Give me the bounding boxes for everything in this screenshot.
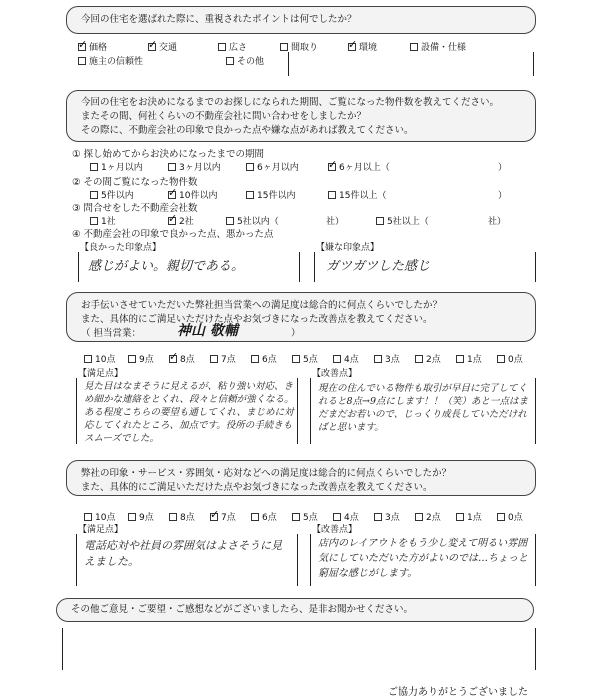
score-option[interactable]: 10点	[84, 352, 128, 365]
score-option[interactable]: 3点	[374, 352, 415, 365]
checkbox-icon[interactable]	[218, 43, 226, 51]
q3-improvement-answer: 現在の住んでいる物件も取引が早目に完了してくれると8点→9点にします！！（笑）あと一点はまだまだお若いので、じっくり成長していただければと思います。	[318, 383, 529, 433]
checkbox-icon[interactable]	[251, 355, 259, 363]
q1-other-bracket[interactable]	[288, 52, 534, 76]
q4-improvement-answer: 店内のレイアウトをもう少し変えて明るい雰囲気にしていただいた方がよいのでは…ちょっと窮屈な感じがします。	[318, 538, 528, 579]
score-option[interactable]: 6点	[251, 352, 292, 365]
q3-satisfaction-answer: 見た目はなまそうに見えるが、粘り強い対応、きめ細かな連絡をとくれ、段々と信頼が強くなる。ある程度こちらの要望も通してくれ、まじめに対応してくれたところ、加点です。役所の手続きもスムーズでした。	[84, 381, 294, 444]
q5-question: その他ご意見・ご要望・ご感想などがございましたら、是非お聞かせください。	[71, 604, 414, 615]
score-option[interactable]: 1点	[456, 352, 497, 365]
checkbox-icon[interactable]	[226, 217, 234, 225]
checkbox-icon[interactable]	[292, 355, 300, 363]
checkbox-icon[interactable]	[168, 191, 176, 199]
rep-label: （ 担当営業：	[81, 328, 142, 339]
good-impression-label: 【良かった印象点】	[80, 243, 162, 253]
good-impression-answer: 感じがよい。親切である。	[88, 259, 245, 274]
q1-question: 今回の住宅を選ばれた際に、重視されたポイントは何でしたか？	[81, 14, 357, 25]
q5-answer-box[interactable]	[62, 628, 536, 670]
q1-options-row2	[78, 54, 286, 67]
count-close-paren: ）	[498, 191, 508, 201]
score-option[interactable]: ✓ 7点	[210, 510, 251, 523]
checkbox-icon[interactable]	[328, 191, 336, 199]
period-close-paren: ）	[498, 163, 508, 173]
checkbox-icon[interactable]	[456, 355, 464, 363]
q1-option[interactable]: 間取り	[280, 40, 348, 53]
q3-intro-line: また、具体的にご満足いただけた点やお気づきになった改善点を教えてください。	[81, 314, 433, 325]
q2-sub1-title: ① 探し始めてからお決めになったまでの期間	[72, 149, 265, 160]
checkbox-icon[interactable]	[128, 513, 136, 521]
company-unit: 社）	[326, 217, 345, 227]
checkbox-icon[interactable]	[348, 43, 356, 51]
q1-option[interactable]: 施主の信頼性	[78, 54, 226, 67]
company-unit: 社）	[488, 217, 507, 227]
score-option[interactable]: 2点	[415, 352, 456, 365]
score-option[interactable]: 4点	[333, 510, 374, 523]
count-option[interactable]: ✓ 10件以内	[168, 188, 246, 201]
q5-question-banner	[56, 598, 534, 622]
count-option[interactable]: 5件以内	[90, 188, 168, 201]
score-option[interactable]: 0点	[497, 352, 538, 365]
q4-satisfaction-label: 【満足点】	[78, 525, 124, 535]
company-option[interactable]: ✓ 2社	[168, 214, 226, 227]
bad-impression-label: 【嫌な印象点】	[316, 243, 380, 253]
checkbox-icon[interactable]	[226, 57, 234, 65]
q2-sub2-title: ② その間ご覧になった物件数	[72, 177, 198, 188]
checkbox-icon[interactable]	[90, 191, 98, 199]
checkbox-icon[interactable]	[210, 513, 218, 521]
checkbox-icon[interactable]	[376, 217, 384, 225]
score-option[interactable]: 3点	[374, 510, 415, 523]
checkbox-icon[interactable]	[456, 513, 464, 521]
period-option[interactable]: 1ヶ月以内	[90, 160, 168, 173]
checkbox-icon[interactable]	[497, 355, 505, 363]
checkbox-icon[interactable]	[246, 191, 254, 199]
score-option[interactable]: 6点	[251, 510, 292, 523]
checkbox-icon[interactable]	[333, 355, 341, 363]
q4-intro-line: また、具体的にご満足いただけた点やお気づきになった改善点を教えてください。	[81, 482, 433, 493]
score-option[interactable]: 4点	[333, 352, 374, 365]
q4-score-row	[84, 510, 538, 523]
score-option[interactable]: 5点	[292, 510, 333, 523]
q1-question-banner	[66, 6, 536, 34]
q1-option[interactable]: 広さ	[218, 40, 280, 53]
q1-option[interactable]: 設備・仕様	[410, 40, 490, 53]
checkbox-icon[interactable]	[168, 217, 176, 225]
score-option[interactable]: 8点	[169, 510, 210, 523]
q2-intro-line: 今回の住宅をお決めになるまでのお探しになられた期間、ご覧になった物件数を教えてください。	[81, 97, 500, 108]
count-option[interactable]: 15件以上（	[328, 188, 410, 201]
checkbox-icon[interactable]	[78, 43, 86, 51]
period-option[interactable]: 3ヶ月以内	[168, 160, 246, 173]
score-option[interactable]: 5点	[292, 352, 333, 365]
score-option[interactable]: 2点	[415, 510, 456, 523]
score-option[interactable]: 9点	[128, 352, 169, 365]
checkbox-icon[interactable]	[497, 513, 505, 521]
q2-intro-banner	[66, 90, 536, 142]
score-option[interactable]: 7点	[210, 352, 251, 365]
q4-intro-banner	[66, 460, 536, 496]
checkbox-icon[interactable]	[415, 513, 423, 521]
checkbox-icon[interactable]	[410, 43, 418, 51]
checkbox-icon[interactable]	[246, 163, 254, 171]
checkbox-icon[interactable]	[280, 43, 288, 51]
q4-improvement-label: 【改善点】	[312, 525, 358, 535]
q3-satisfaction-label: 【満足点】	[78, 369, 124, 379]
checkbox-icon[interactable]	[169, 355, 177, 363]
company-option[interactable]: 5社以上（	[376, 214, 429, 227]
score-option[interactable]: 0点	[497, 510, 538, 523]
checkbox-icon[interactable]	[90, 163, 98, 171]
score-option[interactable]: 1点	[456, 510, 497, 523]
score-option[interactable]: 10点	[84, 510, 128, 523]
checkbox-icon[interactable]	[84, 355, 92, 363]
q3-score-row	[84, 352, 538, 365]
checkbox-icon[interactable]	[374, 513, 382, 521]
count-option[interactable]: 15件以内	[246, 188, 328, 201]
footer-thanks: ご協力ありがとうございました	[388, 687, 528, 698]
checkbox-icon[interactable]	[374, 355, 382, 363]
period-option[interactable]: ✓ 6ヶ月以上（	[328, 160, 410, 173]
checkbox-icon[interactable]	[328, 163, 336, 171]
score-option[interactable]: ✓ 8点	[169, 352, 210, 365]
q2-sub3-title: ③ 問合せをした不動産会社数	[72, 203, 198, 214]
checkbox-icon[interactable]	[168, 163, 176, 171]
bad-impression-answer: ガツガツした感じ	[326, 259, 431, 274]
checkbox-icon[interactable]	[84, 513, 92, 521]
score-option[interactable]: 9点	[128, 510, 169, 523]
checkbox-icon[interactable]	[148, 43, 156, 51]
q3-improvement-label: 【改善点】	[312, 369, 358, 379]
q3-intro-line: お手伝いさせていただいた弊社担当営業への満足度は総合的に何点くらいでしたか？	[81, 300, 443, 311]
company-option[interactable]: 5社以内（	[226, 214, 308, 227]
checkbox-icon[interactable]	[128, 355, 136, 363]
q3-intro-banner	[66, 292, 536, 342]
q2-intro-line: その際に、不動産会社の印象で良かった点や嫌な点があれば教えてください。	[81, 125, 414, 136]
period-option[interactable]: 6ヶ月以内	[246, 160, 328, 173]
checkbox-icon[interactable]	[90, 217, 98, 225]
rep-name: 神山 敬輔	[177, 323, 238, 339]
company-option[interactable]: 1社	[90, 214, 168, 227]
checkbox-icon[interactable]	[333, 513, 341, 521]
q1-option[interactable]: その他	[226, 54, 286, 67]
rep-close: ）	[291, 328, 301, 339]
q1-option[interactable]: ✓ 価格	[78, 40, 148, 53]
q4-intro-line: 弊社の印象・サービス・雰囲気・応対などへの満足度は総合的に何点くらいでしたか？	[81, 468, 452, 479]
checkbox-icon[interactable]	[251, 513, 259, 521]
q2-sub4-title: ④ 不動産会社の印象で良かった点、悪かった点	[72, 229, 274, 240]
checkbox-icon[interactable]	[292, 513, 300, 521]
checkbox-icon[interactable]	[169, 513, 177, 521]
q2-period-row	[90, 160, 410, 173]
checkbox-icon[interactable]	[210, 355, 218, 363]
q1-option[interactable]: ✓ 環境	[348, 40, 410, 53]
checkbox-icon[interactable]	[415, 355, 423, 363]
q4-satisfaction-answer: 電話応対や社員の雰囲気はよさそうに見えました。	[84, 539, 282, 568]
q1-option[interactable]: ✓ 交通	[148, 40, 218, 53]
q2-intro-line: またその間、何社くらいの不動産会社に問い合わせをしましたか？	[81, 111, 367, 122]
checkbox-icon[interactable]	[78, 57, 86, 65]
